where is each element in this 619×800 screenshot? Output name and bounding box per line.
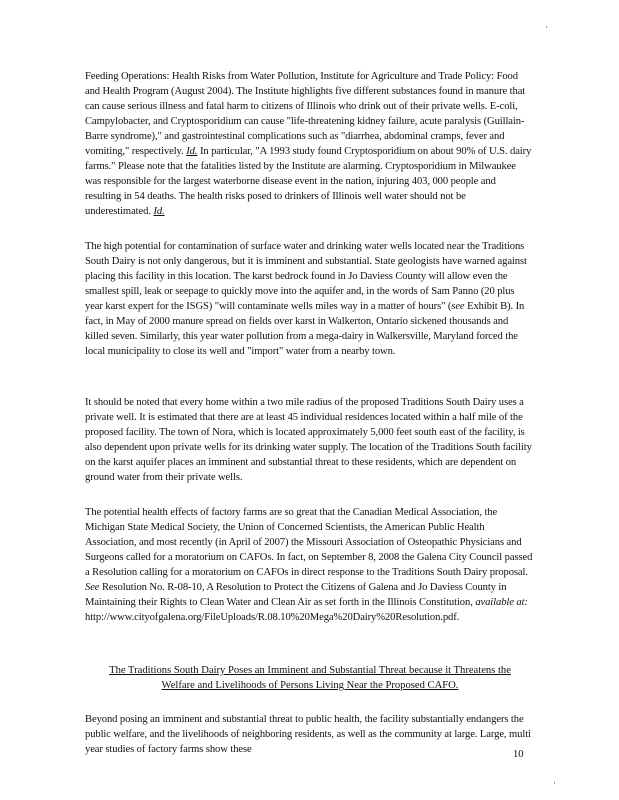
paragraph-text: The potential health effects of factory farms are so great that the Canadian Medical Association, the Michigan State Medical Society, the Union of Concerned Scientists, the American Public Health Association, and most recently (in April of 2007) the Missouri Association of Osteopathic Physicians and Surgeons called for a moratorium on CAFOs. In fact, on September 8, 2008 the Galena City Council passed a Resolution calling for a moratorium on CAFOs in direct response to the Traditions South Dairy proposal.: [85, 507, 533, 578]
citation-id: Id.: [186, 146, 198, 157]
paragraph-text: Beyond posing an imminent and substantial threat to public health, the facility substantially endangers the public welfare, and the livelihoods of neighboring residents, as well as the community at large. Large, multi year studies of factory farms show these: [85, 714, 531, 755]
paragraph-text: The high potential for contamination of surface water and drinking water wells located near the Traditions South Dairy is not only dangerous, but it is imminent and substantial. State geologists have warned against placing this facility in this location. The karst bedrock found in Jo Daviess County will allow even the smallest spill, leak or seepage to quickly move into the aquifer and, in the words of Sam Panno (20 plus year karst expert for the ISGS) "will contaminate wells miles way in a matter of hours" (: [85, 241, 527, 312]
scan-speck: ·: [545, 22, 548, 32]
paragraph-text: Feeding Operations: Health Risks from Water Pollution, Institute for Agriculture and Trade Policy: Food and Health Program (August 2004). The Institute highlights five different substances found in manure that can cause serious illness and fatal harm to citizens of Illinois who drink out of their private wells. E-coli, Campylobacter, and Cryptosporidium can cause "life-threatening kidney failure, acute paralysis (Guillain-Barre syndrome)," and gastrointestinal complications such as "diarrhea, abdominal cramps, fever and vomiting," respectively.: [85, 71, 526, 157]
paragraph-private-wells: [85, 395, 533, 485]
paragraph-health-effects: [85, 505, 533, 625]
section-heading-text: The Traditions South Dairy Poses an Imminent and Substantial Threat because it Threatens the Welfare and Livelihoods of Persons Living Near the Proposed CAFO.: [109, 665, 511, 691]
paragraph-contamination: [85, 239, 533, 359]
see-signal: see: [451, 301, 465, 312]
available-at: available at:: [475, 597, 528, 608]
see-signal: See: [85, 582, 100, 593]
section-heading: [100, 663, 520, 693]
paragraph-text: Resolution No. R-08-10, A Resolution to Protect the Citizens of Galena and Jo Daviess County in Maintaining their Rights to Clean Water and Clean Air as set forth in the Illinois Constitution,: [85, 582, 507, 608]
paragraph-text: Exhibit B). In fact, in May of 2000 manure spread on fields over karst in Walkerton, Ontario sickened thousands and killed seven. Similarly, this year water pollution from a mega-dairy in Walkersville, Maryland forced the local municipality to close its well and "import" water from a nearby town.: [85, 301, 525, 357]
scan-speck: ·: [553, 778, 556, 788]
paragraph-health-risks: [85, 69, 533, 219]
resolution-url: http://www.cityofgalena.org/FileUploads/R.08.10%20Mega%20Dairy%20Resolution.pdf.: [85, 612, 460, 623]
paragraph-public-welfare: [85, 712, 533, 757]
paragraph-text: It should be noted that every home within a two mile radius of the proposed Traditions South Dairy uses a private well. It is estimated that there are at least 45 individual residences located within a half mile of the proposed facility. The town of Nora, which is located approximately 5,000 feet south east of the facility, is also dependent upon private wells for its drinking water supply. The location of the Traditions South facility on the karst aquifer places an imminent and substantial threat to these residents, which are dependent on ground water from their private wells.: [85, 397, 532, 483]
paragraph-text: In particular, "A 1993 study found Cryptosporidium on about 90% of U.S. dairy farms." Please note that the fatalities listed by the Institute are alarming. Cryptosporidium in Milwaukee was responsible for the largest waterborne disease event in the nation, injuring 403, 000 people and resulting in 54 deaths. The health risks posed to drinkers of Illinois well water should not be underestimated.: [85, 146, 532, 217]
citation-id: Id.: [153, 206, 165, 217]
page-number: 10: [513, 749, 524, 760]
